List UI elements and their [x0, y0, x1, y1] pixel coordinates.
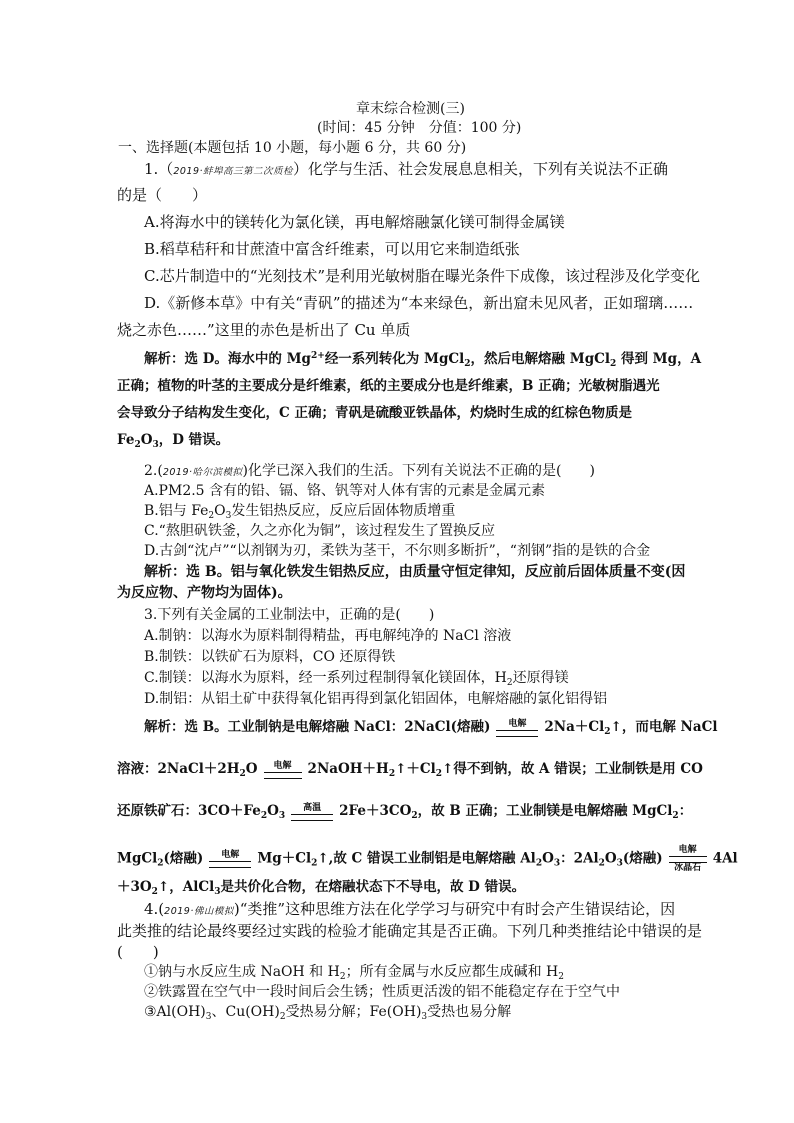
- section-heading: 一、选择题(本题包括 10 小题，每小题 6 分，共 60 分): [118, 140, 467, 156]
- question-3-analysis-line-5: $+3O_2↑$，AlCl$_3$是共价化合物，在熔融状态下不导电，故 D 错误。: [117, 879, 526, 897]
- question-1-analysis-line-2: 正确；植物的叶茎的主要成分是纤维素，纸的主要成分也是纤维素，B 正确；光敏树脂遇光: [117, 378, 660, 394]
- question-1-option-d: D.《新修本草》中有关“青矾”的描述为“本来绿色，新出窟未见风者，正如瑠璃……: [144, 294, 694, 312]
- question-4-item-2: ②铁露置在空气中一段时间后会生锈；性质更活泼的铝不能稳定存在于空气中: [144, 984, 620, 1000]
- question-1-option-a: A.将海水中的镁转化为氯化镁，再电解熔融氯化镁可制得金属镁: [144, 213, 565, 231]
- question-3-analysis-line-2: 溶液：$2NaCl+2H_2O$ 电解 $2NaOH+H_2↑+Cl_2↑$得不到钠，故 A 错误；工业制铁是用 CO: [117, 760, 703, 779]
- question-1-analysis: 解析：选 D。海水中的 $Mg^{2+}$经一系列转化为 MgCl$_2$，然后电解熔融 MgCl$_2$ 得到 Mg，A: [144, 351, 702, 369]
- reaction-condition-arrow: 电解: [209, 850, 251, 868]
- document-title: 章末综合检测(三): [356, 101, 465, 117]
- reaction-condition-arrow: 电解 冰晶石: [669, 845, 707, 873]
- question-source: 2019·佛山模拟: [164, 906, 234, 917]
- question-source: 2019·蚌埠高三第二次质检: [173, 166, 294, 177]
- question-4-stem: 4.(2019·佛山模拟)“类推”这种思维方法在化学学习与研究中有时会产生错误结论，因: [144, 900, 676, 918]
- question-source: 2019·哈尔滨模拟: [162, 467, 243, 478]
- question-3-stem: 3.下列有关金属的工业制法中，正确的是( ): [144, 607, 435, 623]
- question-3-analysis-line-4: MgCl$_2$(熔融) 电解 $Mg+Cl_2↑$,故 C 错误工业制铝是电解熔融 $Al_2O_3$：$2Al_2O_3$(熔融) 电解 冰晶石 4Al: [117, 845, 738, 873]
- question-2-option-b: B.铝与 $Fe_2O_3$发生铝热反应，反应后固体物质增重: [144, 503, 456, 521]
- question-4-item-1: ①钠与水反应生成 NaOH 和 $H_2$；所有金属与水反应都生成碱和 $H_2$: [144, 964, 564, 982]
- question-4-stem-line-3: ( ): [117, 943, 159, 961]
- question-3-analysis: 解析：选 B。工业制钠是电解熔融 NaCl：2NaCl(熔融) 电解 $2Na+Cl_2↑$，而电解 NaCl: [144, 718, 718, 737]
- question-2-analysis-line-2: 为反应物、产物均为固体)。: [117, 585, 292, 601]
- question-1-option-b: B.稻草秸秆和甘蔗渣中富含纤维素，可以用它来制造纸张: [144, 240, 520, 258]
- question-3-option-c: C.制镁：以海水为原料，经一系列过程制得氧化镁固体，$H_2$还原得镁: [144, 670, 569, 688]
- question-4-stem-line-2: 此类推的结论最终要经过实践的检验才能确定其是否正确。下列几种类推结论中错误的是: [117, 922, 703, 940]
- question-2-option-d: D.古剑“沈卢”“以剂钢为刃，柔铁为茎干，不尔则多断折”，“剂钢”指的是铁的合金: [144, 543, 651, 559]
- question-1-stem: 1.（2019·蚌埠高三第二次质检）化学与生活、社会发展息息相关，下列有关说法不正确: [144, 160, 669, 178]
- reaction-condition-arrow: 电解: [496, 719, 538, 737]
- question-2-stem: 2.(2019·哈尔滨模拟)化学已深入我们的生活。下列有关说法不正确的是( ): [144, 463, 595, 479]
- exam-meta: (时间：45 分钟 分值：100 分): [317, 120, 522, 136]
- question-3-option-a: A.制钠：以海水为原料制得精盐，再电解纯净的 NaCl 溶液: [144, 628, 512, 644]
- question-4-item-3: $③Al(OH)_3$、$Cu(OH)_2$受热易分解；$Fe(OH)_3$受热也易分解: [144, 1004, 512, 1022]
- question-1-stem-cont: 的是（ ）: [117, 186, 208, 204]
- question-1-analysis-line-3: 会导致分子结构发生变化，C 正确；青矾是硫酸亚铁晶体，灼烧时生成的红棕色物质是: [117, 405, 632, 421]
- reaction-condition-arrow: 高温: [291, 803, 333, 821]
- question-2-option-c: C.“熬胆矾铁釜，久之亦化为铜”，该过程发生了置换反应: [144, 523, 495, 539]
- question-1-option-d-cont: 烧之赤色……”这里的赤色是析出了 Cu 单质: [117, 321, 411, 339]
- reaction-condition-arrow: 电解: [264, 761, 302, 779]
- question-3-option-b: B.制铁：以铁矿石为原料，CO 还原得铁: [144, 649, 396, 665]
- question-2-option-a: A.PM2.5 含有的铅、镉、铬、钒等对人体有害的元素是金属元素: [144, 483, 546, 499]
- question-1-option-c: C.芯片制造中的“光刻技术”是利用光敏树脂在曝光条件下成像，该过程涉及化学变化: [144, 267, 701, 285]
- question-3-option-d: D.制铝：从铝土矿中获得氧化铝再得到氯化铝固体，电解熔融的氯化铝得铝: [144, 691, 608, 707]
- question-3-analysis-line-3: 还原铁矿石：$3CO+Fe_2O_3$ 高温 $2Fe+3CO_2$，故 B 正确；工业制镁是电解熔融 MgCl$_2$：: [117, 802, 693, 821]
- question-1-analysis-line-4: $Fe_2O_3$，D 错误。: [117, 432, 230, 450]
- question-2-analysis: 解析：选 B。铝与氧化铁发生铝热反应，由质量守恒定律知，反应前后固体质量不变(因: [144, 564, 686, 580]
